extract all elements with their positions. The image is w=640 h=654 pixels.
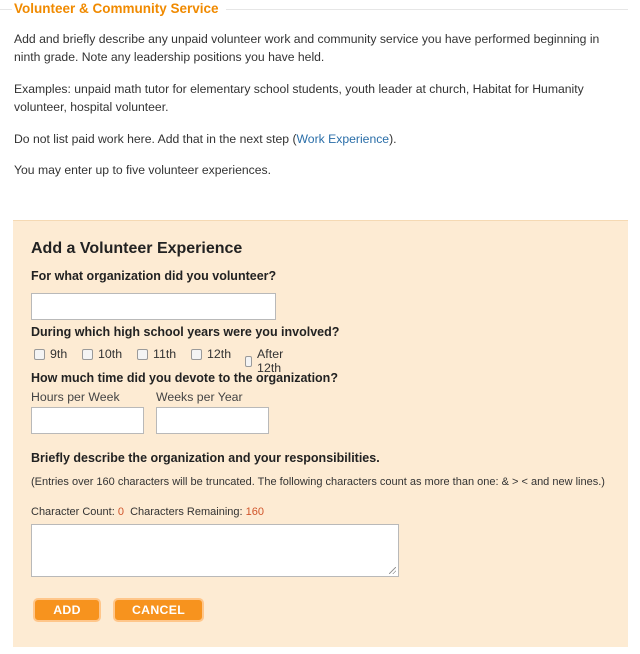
header-rule	[226, 9, 628, 10]
year-10th-option[interactable]	[82, 347, 122, 361]
section-title: Volunteer & Community Service	[14, 1, 219, 16]
hours-per-week-label: Hours per Week	[31, 390, 120, 404]
limit-note: You may enter up to five volunteer experiences.	[14, 163, 271, 177]
intro-text: Add and briefly describe any unpaid volunteer work and community service you have performed beginning in ninth grade. Note any leadership positions you have held.	[14, 32, 600, 64]
year-11th-checkbox[interactable]	[137, 349, 148, 360]
organization-question: For what organization did you volunteer?	[31, 269, 277, 283]
chars-remaining-value: 160	[245, 506, 264, 518]
weeks-per-year-label: Weeks per Year	[156, 390, 243, 404]
paid-note-prefix: Do not list paid work here. Add that in the next step (	[14, 132, 297, 146]
truncation-note: (Entries over 160 characters will be truncated. The following characters count as more than one: & > < and new lines.)	[31, 476, 605, 488]
year-9th-option[interactable]	[34, 347, 67, 361]
weeks-per-year-input[interactable]	[156, 407, 269, 434]
hours-per-week-input[interactable]	[31, 407, 144, 434]
year-9th-checkbox[interactable]	[34, 349, 45, 360]
after-12th-checkbox[interactable]	[245, 356, 252, 367]
chars-remaining-label: Characters Remaining:	[130, 506, 243, 518]
year-12th-checkbox[interactable]	[191, 349, 202, 360]
year-9th-label: 9th	[50, 347, 68, 361]
year-12th-option[interactable]	[191, 347, 231, 361]
header-rule-left	[0, 9, 12, 10]
resize-handle-icon[interactable]	[389, 567, 396, 574]
char-count-label: Character Count:	[31, 506, 115, 518]
cancel-button[interactable]: CANCEL	[113, 598, 204, 622]
examples-text: Examples: unpaid math tutor for elementary school students, youth leader at church, Habitat for Humanity volunteer, hospital volunteer.	[14, 82, 584, 114]
year-10th-checkbox[interactable]	[82, 349, 93, 360]
organization-input[interactable]	[31, 293, 276, 320]
description-textarea[interactable]	[31, 524, 399, 577]
work-experience-link[interactable]: Work Experience	[296, 132, 390, 146]
year-12th-label: 12th	[207, 347, 232, 361]
section-header	[0, 0, 628, 20]
time-question: How much time did you devote to the organization?	[31, 371, 338, 385]
form-title: Add a Volunteer Experience	[31, 240, 243, 257]
character-counter	[31, 506, 264, 518]
after-12th-label: After 12th	[257, 347, 284, 375]
year-11th-option[interactable]	[137, 347, 176, 361]
char-count-value: 0	[117, 506, 124, 518]
year-11th-label: 11th	[153, 347, 177, 361]
year-10th-label: 10th	[98, 347, 123, 361]
add-button[interactable]: ADD	[33, 598, 101, 622]
paid-note-suffix: ).	[389, 132, 397, 146]
describe-question: Briefly describe the organization and your responsibilities.	[31, 451, 380, 465]
years-question: During which high school years were you involved?	[31, 325, 340, 339]
paid-work-note	[14, 130, 628, 148]
